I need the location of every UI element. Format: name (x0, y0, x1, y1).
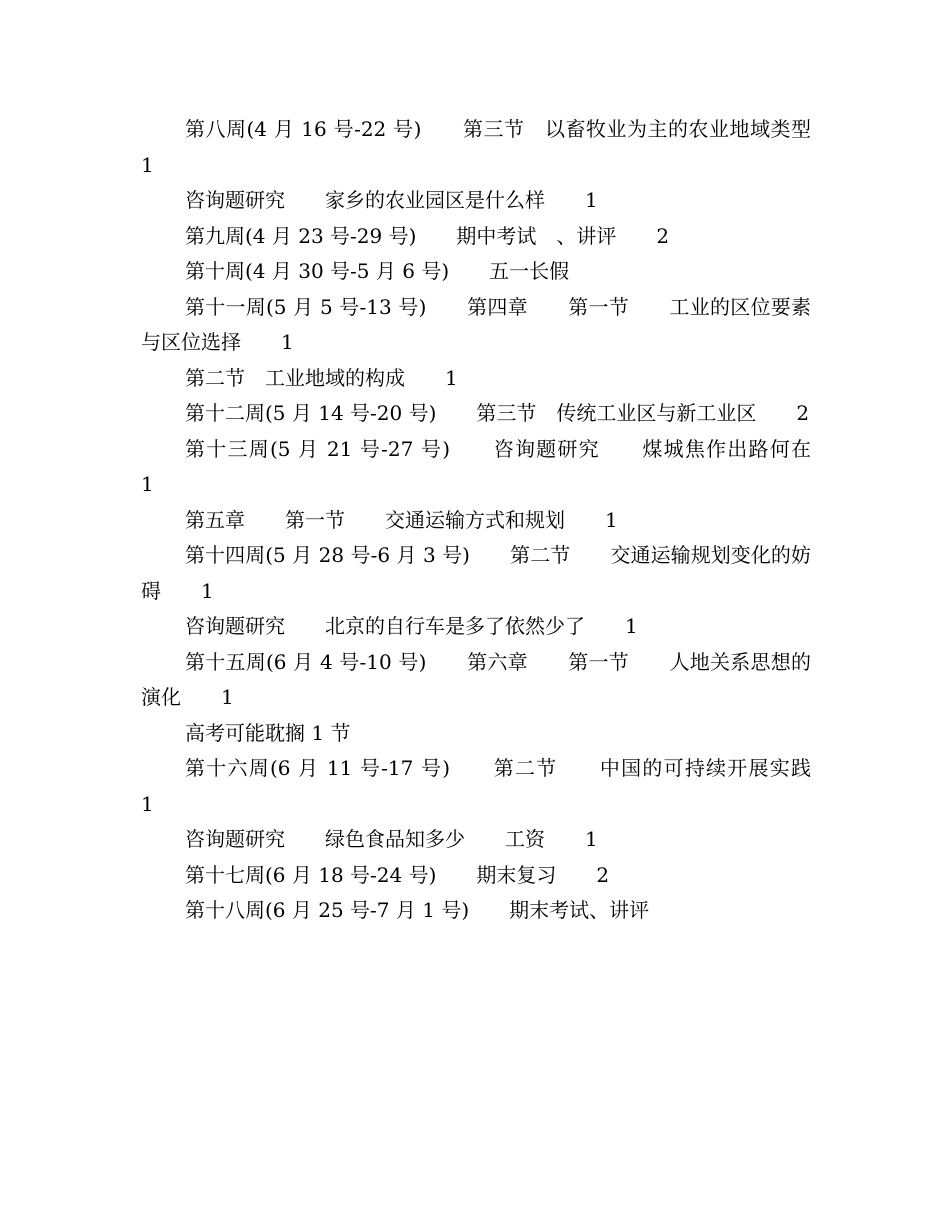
schedule-line-week-17: 第十七周(6 月 18 号-24 号) 期末复习 2 (185, 862, 610, 887)
schedule-line-week-14: 第十四周(5 月 28 号-6 月 3 号) 第二节 交通运输规划变化的妨碍 1 (141, 543, 811, 603)
schedule-line-exam-note: 高考可能耽搁 1 节 (185, 720, 351, 745)
document-body (141, 112, 851, 929)
schedule-line-week-18: 第十八周(6 月 25 号-7 月 1 号) 期末考试、讲评 (185, 898, 650, 922)
schedule-line-week-12: 第十二周(5 月 14 号-20 号) 第三节 传统工业区与新工业区 2 (185, 401, 810, 425)
schedule-line-week-16: 第十六周(6 月 11 号-17 号) 第二节 中国的可持续开展实践 1 (141, 756, 851, 816)
schedule-line-week-10: 第十周(4 月 30 号-5 月 6 号) 五一长假 (185, 259, 570, 283)
schedule-line-week-11: 第十一周(5 月 5 号-13 号) 第四章 第一节 工业的区位要素与区位选择 1 (141, 294, 811, 354)
schedule-line-section-2: 第二节 工业地域的构成 1 (185, 365, 458, 390)
schedule-line-week-13: 第十三周(5 月 21 号-27 号) 咨询题研究 煤城焦作出路何在 1 (141, 436, 851, 496)
schedule-line-week-8: 第八周(4 月 16 号-22 号) 第三节 以畜牧业为主的农业地域类型 1 (141, 117, 851, 177)
schedule-line-week-15: 第十五周(6 月 4 号-10 号) 第六章 第一节 人地关系思想的演化 1 (141, 649, 811, 709)
schedule-line-week-9: 第九周(4 月 23 号-29 号) 期中考试 、讲评 2 (185, 223, 670, 248)
schedule-line-research-1: 咨询题研究 家乡的农业园区是什么样 1 (185, 188, 598, 212)
schedule-line-research-2: 咨询题研究 北京的自行车是多了依然少了 1 (185, 614, 638, 638)
schedule-line-chapter-5: 第五章 第一节 交通运输方式和规划 1 (185, 507, 618, 532)
schedule-line-research-3: 咨询题研究 绿色食品知多少 工资 1 (185, 827, 598, 851)
